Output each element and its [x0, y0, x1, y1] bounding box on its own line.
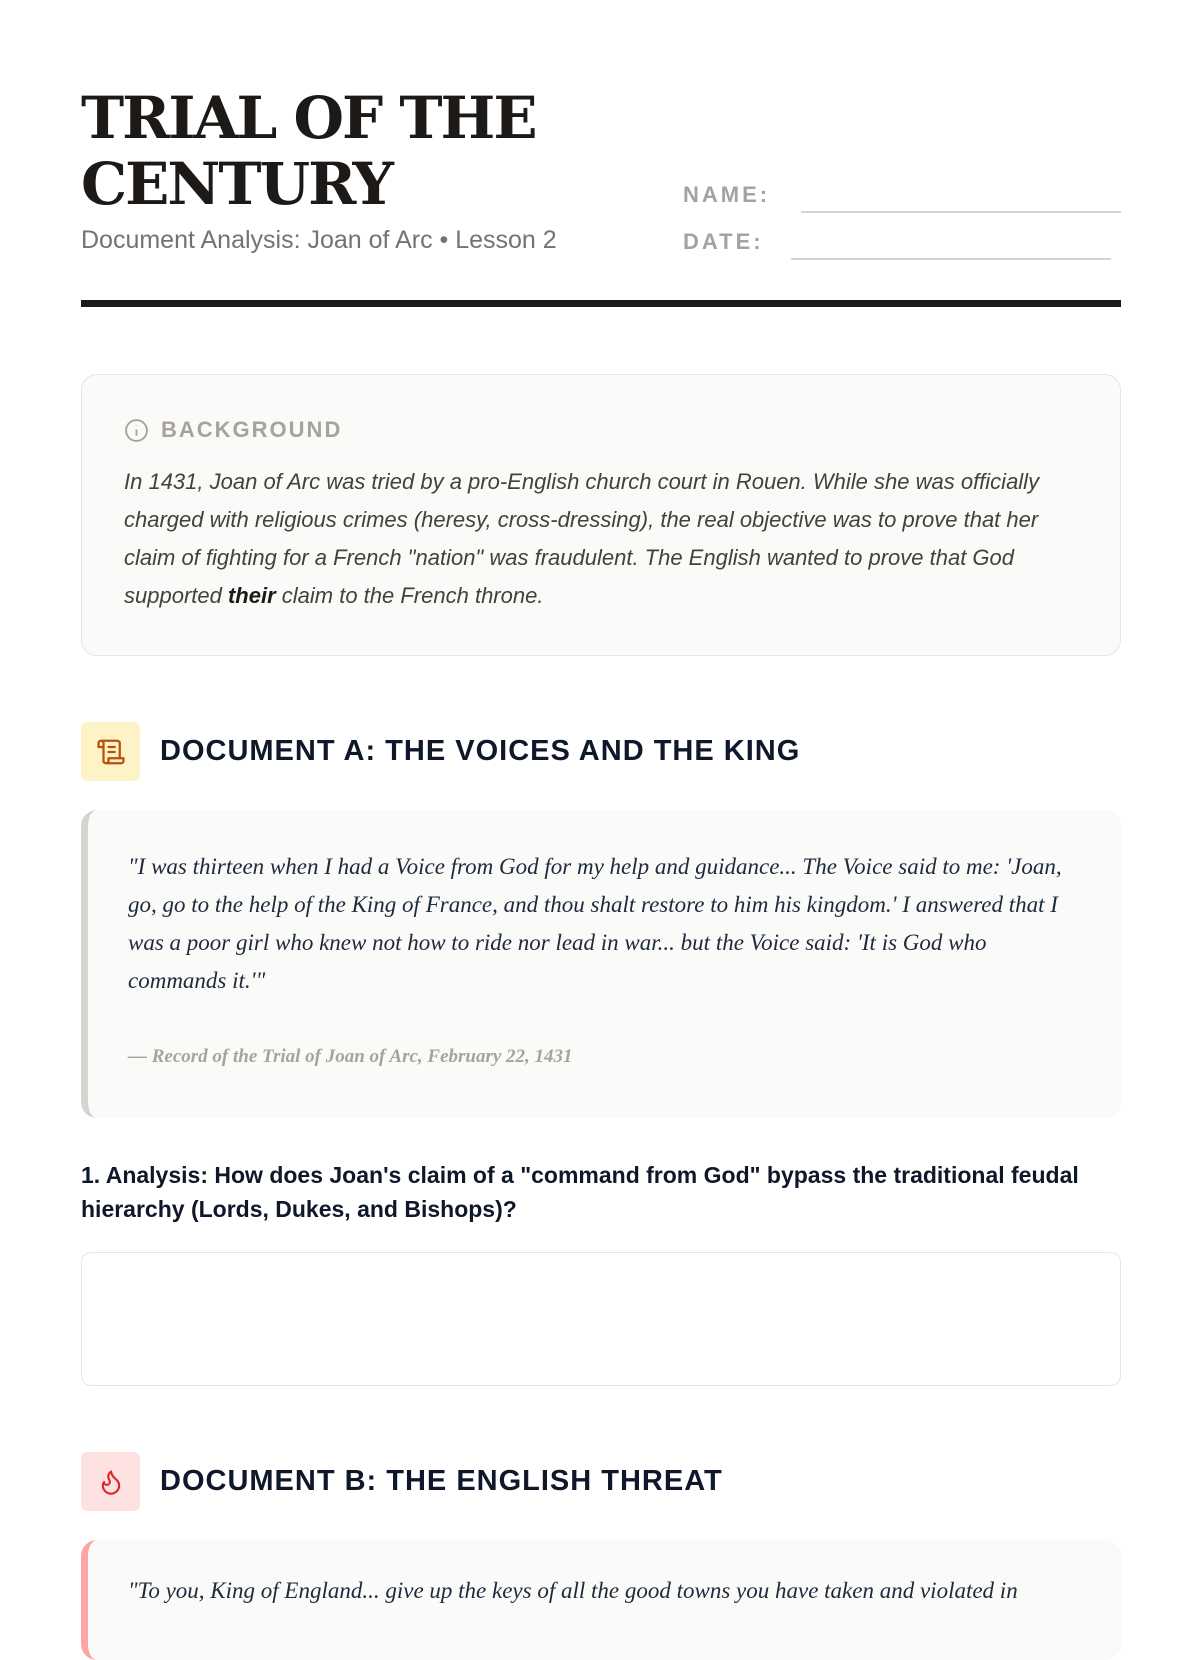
document-a-title: DOCUMENT A: THE VOICES AND THE KING: [160, 735, 801, 767]
document-b-header: [81, 1452, 723, 1511]
document-b-quote-card: [81, 1540, 1121, 1660]
title-line-2: CENTURY: [81, 150, 392, 218]
background-card: [81, 374, 1121, 656]
background-text-part-1: In 1431, Joan of Arc was tried by a pro-English church court in Rouen. While she was officially charged with religious crimes (heresy, cross-dressing), the real objective was to prove that her claim of fighting for a French "nation" was fraudulent. The English wanted to prove that God supported: [124, 469, 1040, 608]
document-a-quote: "I was thirteen when I had a Voice from God for my help and guidance... The Voice said to me: 'Joan, go, go to the help of the King of France, and thou shalt restore to him his kingdom.' I answered that I was a poor girl who knew not how to ride nor lead in war... but the Voice said: 'It is God who commands it.'": [128, 854, 1062, 993]
background-text-part-2: claim to the French throne.: [275, 583, 544, 608]
title-line-1: TRIAL OF THE: [81, 84, 536, 152]
header-divider: [81, 300, 1121, 307]
question-1-answer-box[interactable]: [81, 1252, 1121, 1386]
scroll-icon: [81, 722, 140, 781]
document-a-header: [81, 722, 800, 781]
background-header: [124, 417, 342, 443]
document-a-citation: — Record of the Trial of Joan of Arc, February 22, 1431: [128, 1046, 573, 1067]
document-b-quote: "To you, King of England... give up the keys of all the good towns you have taken and violated in: [128, 1578, 1018, 1603]
flame-icon: [81, 1452, 140, 1511]
name-label: NAME:: [683, 182, 771, 207]
background-text: [124, 463, 1084, 615]
page-subtitle: Document Analysis: Joan of Arc • Lesson 2: [81, 226, 557, 254]
document-a-quote-card: [81, 810, 1121, 1118]
document-b-title: DOCUMENT B: THE ENGLISH THREAT: [160, 1465, 723, 1497]
name-field[interactable]: [801, 211, 1121, 213]
info-circle-icon: [124, 418, 149, 443]
background-label: BACKGROUND: [161, 417, 343, 442]
date-label: DATE:: [683, 229, 764, 254]
question-1: 1. Analysis: How does Joan's claim of a "command from God" bypass the traditional feudal hierarchy (Lords, Dukes, and Bishops)?: [81, 1162, 1079, 1222]
page-title: [81, 85, 536, 217]
background-text-emphasis: their: [227, 583, 276, 608]
date-field[interactable]: [791, 258, 1111, 260]
